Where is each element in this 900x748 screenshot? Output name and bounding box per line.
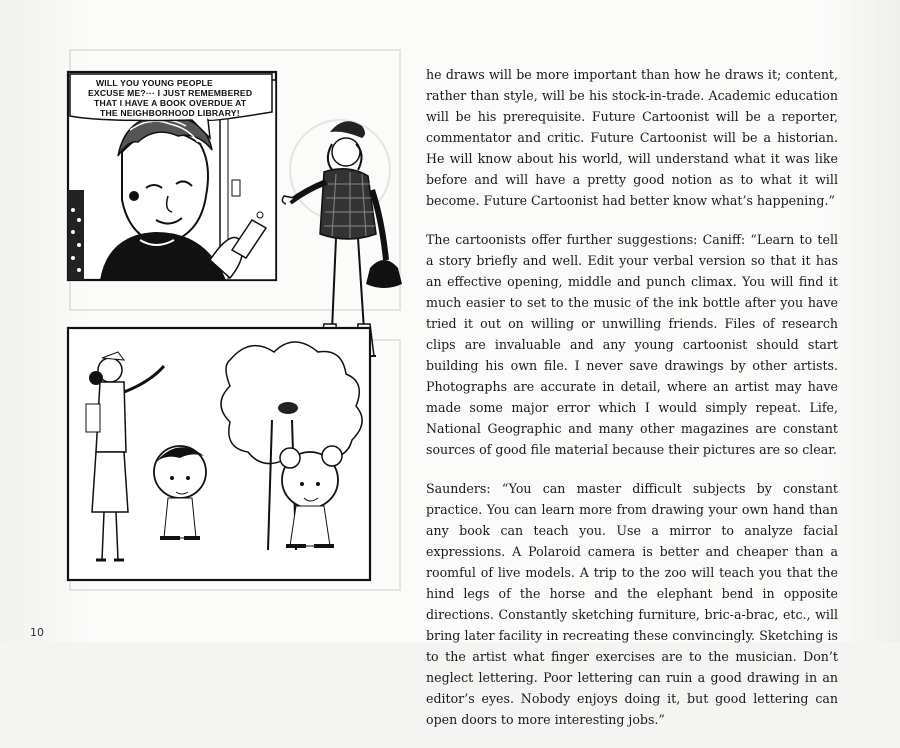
balloon-line-2: EXCUSE ME?··· I JUST REMEMBERED [88,88,253,98]
paragraph: Saunders: “You can master difficult subjects by constant practice. You can learn more from drawing your own hand than any book can teach you. Use a mirror to analyze facial expressions. A Polaroid camera is better and cheaper than a roomful of live models. A trip to the zoo will teach you that the hind legs of the horse and the elephant bend in opposite directions. Constantly sketching furniture, bric-a-brac, etc., will bring later facility in recreating these convincingly. Sketching is to the artist what finger exercises are to the musician. Don’t neglect lettering. Poor lettering can ruin a good drawing in an editor’s eyes. Nobody enjoys doing it, but good lettering can open doors to more interesting jobs.” [426,481,838,727]
bottom-panel [68,328,370,580]
paragraph: he draws will be more important than how he draws it; content, rather than style, will be his stock-in-trade. Academic education will be his prerequisite. Future Cartoonist will be a reporter, commentator and critic. Future Cartoonist will be a historian. He will know about his world, will understand what it was like before and will have a pretty good notion as to what it will become. Future Cartoonist had better know what’s happening.” [426,67,838,208]
page-number: 10 [30,626,44,639]
body-text [426,64,838,748]
girl-figure [282,121,402,358]
balloon-line-1: WILL YOU YOUNG PEOPLE [96,78,213,88]
comic-illustration [60,60,430,590]
balloon-line-3: THAT I HAVE A BOOK OVERDUE AT [94,98,247,108]
paragraph: The cartoonists offer further suggestions: Caniff: “Learn to tell a story briefly and well. Edit your verbal version so that it has an effective opening, middle and punch climax. You will find it much easier to set to the music of the ink bottle after you have tried it out on willing or unwilling friends. Files of research clips are invaluable and any young cartoonist should start building his own file. I never save drawings by other artists. Photographs are accurate in detail, where an artist may have made some major error which I would simply repeat. Life, National Geographic and many other magazines are constant sources of good file material because their pictures are so clear. [426,232,838,457]
balloon-line-4: THE NEIGHBORHOOD LIBRARY! [100,108,240,118]
top-panel [68,72,276,280]
